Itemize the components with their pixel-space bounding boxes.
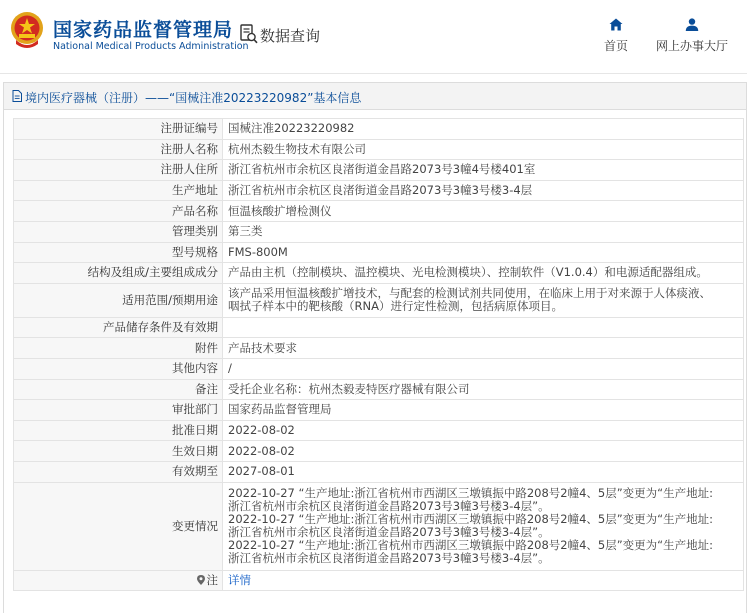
table-row	[14, 461, 744, 482]
header-divider	[0, 73, 747, 74]
table-row	[14, 180, 744, 201]
field-label: 有效期至	[14, 461, 223, 482]
nav-online-hall-label: 网上办事大厅	[655, 39, 728, 53]
field-label: 注册人名称	[14, 139, 223, 160]
table-row	[14, 139, 744, 160]
panel-title-bar	[4, 83, 746, 110]
field-value: 产品技术要求	[223, 338, 744, 359]
field-label: 适用范围/预期用途	[14, 283, 223, 317]
field-label	[14, 570, 223, 591]
field-value: FMS-800M	[223, 242, 744, 263]
field-label: 审批部门	[14, 400, 223, 421]
field-value	[223, 482, 744, 570]
field-label: 备注	[14, 379, 223, 400]
field-value: 2022-08-02	[223, 420, 744, 441]
table-row	[14, 441, 744, 462]
field-value: 产品由主机（控制模块、温控模块、光电检测模块）、控制软件（V1.0.4）和电源适配器组成。	[223, 263, 744, 284]
table-row	[14, 358, 744, 379]
table-row	[14, 338, 744, 359]
table-row	[14, 379, 744, 400]
location-pin-icon	[197, 575, 205, 585]
field-value: 国械注准20223220982	[223, 119, 744, 140]
details-link[interactable]: 详情	[228, 572, 251, 587]
field-label: 生产地址	[14, 180, 223, 201]
table-row	[14, 317, 744, 338]
data-query-link[interactable]: 数据查询	[260, 27, 321, 45]
text-line: 浙江省杭州市余杭区良渚街道金昌路2073号3幢3号楼3-4层”。	[228, 551, 550, 565]
field-value: 浙江省杭州市余杭区良渚街道金昌路2073号3幢4号楼401室	[223, 160, 744, 181]
field-label: 型号规格	[14, 242, 223, 263]
field-label: 管理类别	[14, 221, 223, 242]
field-value: 恒温核酸扩增检测仪	[223, 201, 744, 222]
nav-home-label: 首页	[603, 39, 628, 53]
field-value: 浙江省杭州市余杭区良渚街道金昌路2073号3幢3号楼3-4层	[223, 180, 744, 201]
field-value: 受托企业名称：杭州杰毅麦特医疗器械有限公司	[223, 379, 744, 400]
org-name-cn: 国家药品监督管理局	[53, 19, 234, 41]
text-line: 该产品采用恒温核酸扩增技术，与配套的检测试剂共同使用，在临床上用于对来源于人体痰液、	[228, 286, 711, 301]
field-value: 2022-08-02	[223, 441, 744, 462]
table-row	[14, 570, 744, 591]
field-label: 附件	[14, 338, 223, 359]
field-value	[223, 283, 744, 317]
text-line: 2022-10-27 “生产地址:浙江省杭州市西湖区三墩镇振中路208号2幢4、5层”变更为“生产地址:	[228, 486, 714, 500]
field-value: 第三类	[223, 221, 744, 242]
field-label: 注册证编号	[14, 119, 223, 140]
site-header	[0, 0, 747, 70]
home-icon	[609, 18, 623, 31]
detail-table	[13, 118, 744, 591]
field-label: 结构及组成/主要组成成分	[14, 263, 223, 284]
text-line: 浙江省杭州市余杭区良渚街道金昌路2073号3幢3号楼3-4层”。	[228, 525, 550, 539]
field-label: 产品储存条件及有效期	[14, 317, 223, 338]
field-value: /	[223, 358, 744, 379]
text-line: 2022-10-27 “生产地址:浙江省杭州市西湖区三墩镇振中路208号2幢4、5层”变更为“生产地址:	[228, 512, 714, 526]
table-row	[14, 263, 744, 284]
data-query-icon[interactable]	[240, 24, 258, 44]
table-row	[14, 242, 744, 263]
nav-online-hall[interactable]	[652, 18, 732, 54]
detail-panel	[3, 82, 747, 613]
field-value: 国家药品监督管理局	[223, 400, 744, 421]
table-row	[14, 201, 744, 222]
note-label: 注	[206, 572, 218, 587]
field-label: 产品名称	[14, 201, 223, 222]
field-label: 批准日期	[14, 420, 223, 441]
text-line: 浙江省杭州市余杭区良渚街道金昌路2073号3幢3号楼3-4层”。	[228, 499, 550, 513]
org-name-en: National Medical Products Administration	[53, 41, 249, 52]
table-row	[14, 420, 744, 441]
field-value	[223, 317, 744, 338]
field-label: 其他内容	[14, 358, 223, 379]
field-value: 2027-08-01	[223, 461, 744, 482]
table-row	[14, 482, 744, 570]
user-icon	[685, 18, 699, 31]
table-row	[14, 160, 744, 181]
panel-title: 境内医疗器械（注册）——“国械注准20223220982”基本信息	[25, 91, 362, 105]
text-line: 2022-10-27 “生产地址:浙江省杭州市西湖区三墩镇振中路208号2幢4、5层”变更为“生产地址:	[228, 538, 714, 552]
table-row	[14, 221, 744, 242]
document-icon	[12, 90, 22, 102]
national-emblem-icon	[10, 10, 44, 50]
field-value	[223, 570, 744, 591]
table-row	[14, 119, 744, 140]
table-row	[14, 283, 744, 317]
field-label: 变更情况	[14, 482, 223, 570]
field-label: 生效日期	[14, 441, 223, 462]
table-row	[14, 400, 744, 421]
text-line: 咽拭子样本中的靶核酸（RNA）进行定性检测，包括病原体项目。	[228, 299, 563, 314]
field-value: 杭州杰毅生物技术有限公司	[223, 139, 744, 160]
field-label: 注册人住所	[14, 160, 223, 181]
nav-home[interactable]	[598, 18, 634, 54]
